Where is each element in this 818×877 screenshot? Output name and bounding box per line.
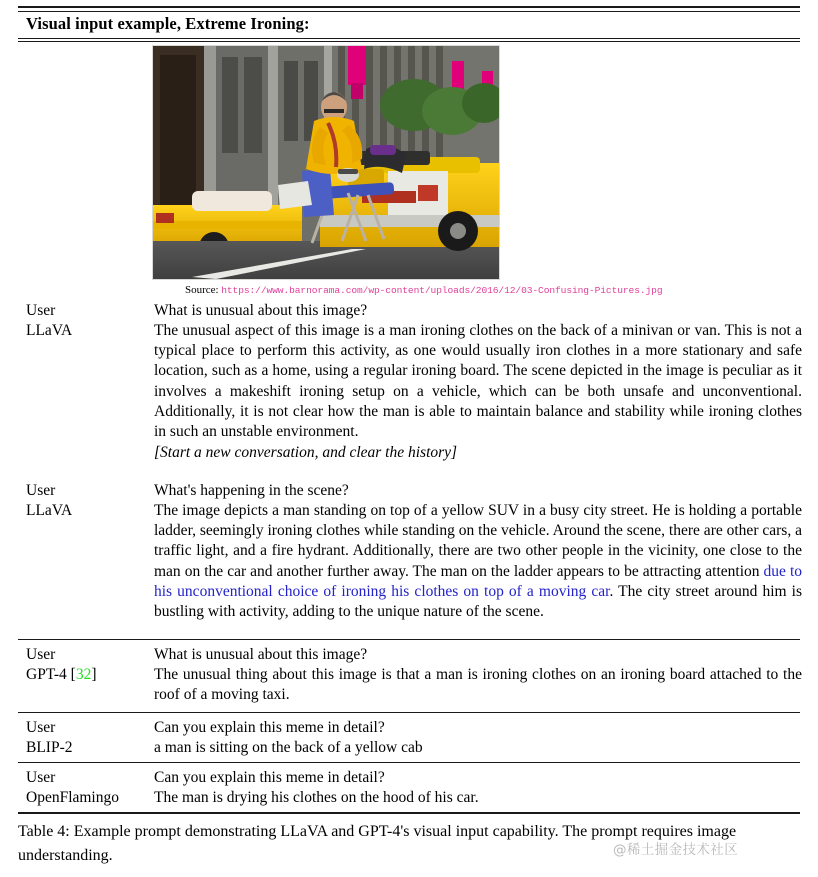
caption-label: Table 4: [18, 823, 70, 840]
openflamingo-model-text: The man is drying his clothes on the hood of his car. [154, 789, 479, 806]
llava2-user-row [26, 481, 802, 501]
gpt4-citation-number[interactable]: 32 [75, 666, 92, 683]
gpt4-citation-bracket-close: ] [91, 666, 97, 683]
visual-input-photo [152, 45, 500, 280]
table-bottom-rule [18, 812, 800, 814]
speaker-label-llava: LLaVA [26, 322, 73, 339]
gpt4-user-row [26, 645, 802, 665]
gpt4-label-text: GPT-4 [26, 666, 67, 683]
reset-conversation-note: [Start a new conversation, and clear the history] [154, 444, 458, 461]
blip2-user-text: Can you explain this meme in detail? [154, 719, 385, 736]
speaker-label-llava: LLaVA [26, 502, 73, 519]
llava2-text-part2: . The city street around him is bustling with activity, adding to the unique nature of the scene. [154, 582, 802, 621]
llava1-user-row [26, 301, 802, 321]
gpt4-citation-bracket-open: [ [70, 666, 76, 683]
llava2-text-highlight: due to his unconventional choice of ironing his clothes on top of a moving car [154, 562, 803, 600]
blip2-model-text: a man is sitting on the back of a yellow cab [154, 739, 423, 756]
table-top-rule-outer [18, 6, 800, 8]
llava1-model-row [26, 321, 802, 442]
speaker-label-user: User [26, 482, 56, 499]
table-header-rule-bottom [18, 41, 800, 42]
watermark: @稀土掘金技术社区 [613, 842, 739, 858]
llava2-model-row [26, 501, 802, 622]
caption-text: Example prompt demonstrating LLaVA and GPT-4's visual input capability. The prompt requires image understanding. [18, 823, 737, 864]
llava1-model-text: The unusual aspect of this image is a man ironing clothes on the back of a minivan or van. This is not a typical place to perform this activity, as one would usually iron clothes in a more stationary and safe location, such as a home, using a regular ironing board. The scene depicted in the image is peculiar as it involves a makeshift ironing setup on a vehicle, which can be both unsafe and unconventional. Additionally, it is not clear how the man is able to maintain balance and stability while ironing clothes in such an unstable environment. [154, 322, 802, 441]
speaker-label-user: User [26, 302, 56, 319]
speaker-label-user: User [26, 719, 56, 736]
table-header-rule-top [18, 38, 800, 39]
table-top-rule-inner [18, 11, 800, 12]
gpt4-user-text: What is unusual about this image? [154, 646, 368, 663]
speaker-label-user: User [26, 646, 56, 663]
source-url[interactable]: https://www.barnorama.com/wp-content/uploads/2016/12/03-Confusing-Pictures.jpg [221, 285, 663, 296]
speaker-label-blip2: BLIP-2 [26, 739, 73, 756]
table-caption [18, 820, 804, 868]
blip2-user-row [26, 718, 802, 738]
speaker-label-gpt4 [26, 665, 154, 685]
openflamingo-user-text: Can you explain this meme in detail? [154, 769, 385, 786]
llava1-user-text: What is unusual about this image? [154, 302, 368, 319]
speaker-label-openflamingo: OpenFlamingo [26, 789, 119, 806]
llava2-text-part1: The image depicts a man standing on top of a yellow SUV in a busy city street. He is holding a portable ladder, seemingly ironing clothes while standing on the vehicle. Around the scene, there are other cars, a traffic light, and a fire hydrant. Additionally, there are two other people in the vicinity, one close to the man on the car and another further away. The man on the ladder appears to be attracting attention [154, 502, 802, 580]
llava2-model-text [154, 501, 802, 622]
source-label: Source: [185, 284, 219, 296]
gpt4-model-row [26, 665, 802, 705]
openflamingo-user-row [26, 768, 802, 788]
gpt4-model-text: The unusual thing about this image is that a man is ironing clothes on an ironing board attached to the roof of a moving taxi. [154, 666, 802, 704]
photo-scene [152, 45, 500, 280]
section-rule-blip2 [18, 712, 800, 713]
llava2-user-text: What's happening in the scene? [154, 482, 349, 499]
llava1-reset-note-row [26, 443, 802, 463]
table-header-title: Visual input example, Extreme Ironing: [26, 14, 310, 33]
photo-source-line [185, 284, 663, 296]
section-rule-openflamingo [18, 762, 800, 763]
section-rule-gpt4 [18, 639, 800, 640]
blip2-model-row [26, 738, 802, 758]
speaker-label-user: User [26, 769, 56, 786]
openflamingo-model-row [26, 788, 802, 808]
